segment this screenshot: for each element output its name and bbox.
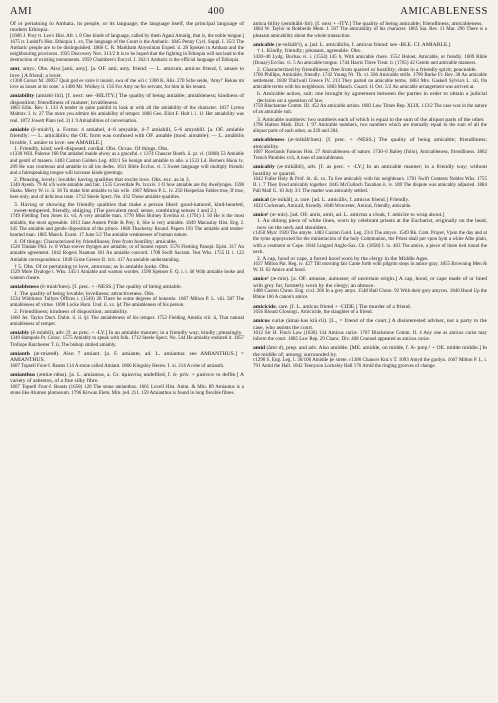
quotation-block: 1607 Topsell Four-f. Beasts 114 A stone called Amiant. 1866 Kingsley Herew. I. xi. 214 A robe of amianth.: [10, 363, 225, 369]
headword: amiable: [10, 126, 29, 133]
quotation-block: 1804 W. Taylor in Robberds Mem. I. 507 The amicability of his character. 1865 Sat. Rev. 11 Mar. 296 There is a pleasant amicability about the whole transaction.: [253, 27, 487, 39]
quotation-block: 1759 Blackstone Comm. III. 452 An amicable action. 1883 Law Times Rep. XLIX. 113/2 The case was in the nature of an amicable suit.: [253, 104, 487, 116]
quotation-block: 1340 Ayenb. 79 Al ich wole amiable and fair. 1535 Coverdale Ps. lxxxiv. 1 O how amiable are thy dwellynges. 1598 Shaks. Merry W. iv. ii. 18 To make him amiable to his wife. 1667 Milton P. L. iv. 250 Hesperian Fables true, If true, here only, and of delicious taste. 1712 Steele Spect. No. 432 Those amiable qualities.: [10, 183, 244, 201]
sense-definition: 4. Of things: Characterized by friendliness; free from hostility; amicable.: [14, 238, 178, 245]
sense-definition: 3. Amicable numbers: two numbers each of which is equal to the sum of the aliquot parts of the other.: [257, 116, 485, 123]
sense-definition: 1. Friendly, kind; well-disposed; cordial. Obs. Occas. Of things. Obs.: [14, 146, 169, 153]
quotation-block: 1637 Milton Par. Reg. iv. 427 Till morning fair Came forth with pilgrim steps in amice gray. 1855 Browning Men & W. II. 62 Amice and hood.: [253, 262, 487, 274]
quotation-block: 1642 Fuller Holy & Prof. St. iii. xx, To live amicably with his neighbours. 1701 Swift Contests Nobles Wks. 1755 II. i. 7 They lived amicably together. 1845 McCulloch Taxation ii. iv. 189 The dispute was amicably adjusted. 1884 Pall Mall G. 10 July 3/1 The matter was amicably settled.: [253, 177, 487, 195]
sense-definition: † 5. Obs. Of or pertaining to love, amorous; as in amiable looks. Obs.: [14, 263, 170, 270]
dictionary-entry: amicably (æ·mikăbli), adv. [f. as prec. + -LY.] In an amicable manner; in a friendly way; without hostility or quarrel.: [253, 164, 487, 177]
quotation-block: 1749 Fielding Tom Jones iii. vii, A very amiable man. 1778 Miss Burney Evelina xi. (1791) I. 50 He is the most amiable, the most agreeable. 1813 Jane Austen Pride & Prej. ii, She is very amiable. 1849 Macaulay Hist. Eng. I. 345 The amiable and gentle disposition of the prince. 1860 Thackeray Round. Papers 193 The amiable and tender-hearted man. 1885 Manch. Exam. 17 June 5/2 The amiable weaknesses of human nature.: [10, 214, 244, 238]
dictionary-entry: amid (ămi·d), prep. and adv. Also amidde. [ME. amidde, on midde, f. A- prep.¹ + OE. midde middle.] In the middle of; among; surrounded by.: [253, 345, 487, 358]
dictionary-entry: amiableness (ē·miəb'lnes). [f. prec. + -NESS.] The quality of being amiable.: [10, 284, 182, 291]
dictionary-entry: amt, amyc, Obs. Also [ami, amy]. [a. OF. ami, amy, friend: — L. amicum, amicus friend, f. amare to love.] A friend; a lover.: [10, 66, 244, 79]
headword: amicableness: [253, 137, 285, 144]
sense-definition: 3. Having or showing the friendly qualities that make a person liked: good-natured, kind-hearted, sweet-tempered, friendly, obliging. (The prevalent mod. sense, combining senses 1 and 2.): [14, 201, 244, 215]
dictionary-entry: amice¹ (æ·mis). [ad. OF. amis, amit, ad. L. amictus a cloak, f. amicīre to wrap about.]: [253, 212, 445, 219]
quotation-block: 1529 More Dyaloge i. Wks. 145/1 Amiable and wanton wordes. 1590 Spenser F. Q. i. i. 46 With amiable looke and wanton cheare.: [10, 270, 244, 282]
dictionary-entry: amianthus (æmiæ·nθəs). [a. L. amiantus, a. Gr. ἀμίαντος undefiled, f. ἀ- priv. + μιαίνειν to defile.] A variety of asbestos, of a fine silky fibre.: [10, 371, 244, 385]
dictionary-entry: amiable (ē·miəb'l), a. Forms: 4 amiabel, 4–6 amyable, 4–7 amiabill, 5–6 amyabill. [a. OF. amiable friendly: — L. amicābilis; the OE. form was confused with OF. amable (mod. aimable): — L. amābilis lovable, f. amāre to love: see AMABLE.]: [10, 126, 244, 146]
quotation-block: 1656 Blount Glossogr., Amicicide, the slaughter of a friend.: [253, 309, 373, 315]
page-number: 400: [207, 5, 225, 17]
entry-continuation: Of or pertaining to Amhara, its people, or its language; the language itself, the principal language of modern Ethiopia.: [10, 21, 244, 34]
header-right-guideword: AMICABLENESS: [400, 5, 488, 17]
quotation-block: 1623 Cockeram, Amicall, friendly. 1846 Worcester, Amical, friendly, amicable.: [253, 203, 412, 209]
running-header: [10, 4, 488, 18]
dictionary-entry: amicicide, rare. [f. L. amīcus friend + -CIDE.] The murder of a friend.: [253, 303, 412, 310]
sense-definition: 1. An oblong piece of white linen, worn by celebrant priests at the Eucharist, originally on the head, now on the neck and shoulders.: [257, 218, 487, 231]
quotation-block: 1607 Rowlands Famous Hist. 27 Amicableness of nature. 1730–6 Bailey (folio), Amicableness, friendliness. 1862 Trench Parables xvii, A tone of amicableness.: [253, 150, 487, 162]
headword: amicable: [253, 41, 275, 48]
headword: amice¹: [253, 212, 269, 219]
quotation-block: 1534 Whitinton Tullyes Offices i. (1540) 28 There be some degrees of honestie. 1667 Milton P. L. viii. 587 The amiableness of virtue. 1690 Locke Hum. Und. ii. xx. §4 The amiableness of his person.: [10, 297, 244, 309]
quotation-block: c1300 Cursor M. 20057 Quat god es vaire it inuisir, swa of me wil c 1300 K. Alis. 270 Sche seide, 'Amy!' Rekne mi love as lasset at mi sone.' a 1400 Mr. Wolkey ii. 156 For Amy ne for servant, for him in his tenant.: [10, 79, 244, 91]
headword: amt: [10, 66, 20, 73]
dictionary-entry: amiably (ē·miəbli), adv. [f. as prec. + -LY.] In an amiable manner; in a friendly way; kindly; pleasingly.: [10, 329, 243, 336]
sense-definition: 2. A cap, hood or cape, a furred hood worn by the clergy in the Middle Ages.: [257, 255, 429, 262]
sense-definition: 2. Pleasing, lovely; lovable; having qualities that excite love. Obs. exc. as in 3.: [14, 176, 191, 183]
sense-definition: 1. The quality of being lovable; loveliness; attractiveness. Obs.: [14, 290, 155, 297]
header-left-guideword: AMI: [10, 5, 33, 17]
right-column: [253, 21, 487, 697]
headword: amiability: [10, 93, 35, 100]
quotation-block: 1612 Sir H. Finch Law (1636) 134 Amicus curiæ. 1767 Blackstone Comm. II. 4 Any one as amicus curiæ may inform the court. 1885 Law Rep. 29 Chanc. Div. 468 Counsel appeared as amicus curiæ.: [253, 330, 487, 343]
quotation-block: 1607 Topsell Four-f. Beasts (1658) 120 The stone amianthus. 1661 Lovell Hist. Anim. & Min. 89 Amiantus is a stone like Alumen plumosum. 1796 Kirwan Elem. Min. (ed. 2) I. 159 Amianthus is found in long flexible fibres.: [10, 384, 244, 396]
quotation-block: 1430–40 Lydg. Bochas vi. i. (1554) 145 b, With amicable chere. 1552 Huloet, Amicable, or frendly. 1609 Bible (Douay) Ecclus. vi. 5 An amicable tongue. 1744 Harris Three Treat. ii. (1765) 42 Gentle and amicable manners.: [253, 54, 487, 66]
headword: amianthus: [10, 371, 36, 378]
headword: amiably: [10, 329, 30, 336]
left-column: [10, 21, 244, 697]
entry-continuation: amica·bility (æmikăbi·liti). [f. next + -ITY.] The quality of being amicable; friendliness; amicableness.: [253, 21, 483, 27]
quotation-block: c1450 Myrc 1920 The amyte. 1483 Caxton Gold. Leg. 23/4 The amyce. 1549 Bk. Com. Prayer, Vpon the day and at the tyme appoyncted for the ministracion of the holy Communion, the Priest shall put vpon hym a white Albe plain, with a vestment or Cope. 1844 Lingard Anglo-Sax. Ch. (1858) I. ix. 403 The amice, a piece of linen tied round the neck.: [253, 231, 487, 255]
headword: amicably: [253, 164, 275, 171]
dictionary-entry: amiability (amiəbi·liti). [f. next: see -BILITY.] The quality of being amiable; amiableness; kindness of disposition; friendliness of manner; lovableness.: [10, 93, 244, 106]
quotation-block: [1600 J. Pory tr. Leo's Hist. Afr. i. 8 One kinde of language, called by them Agaui Amarig, that is, the noble tongue.] 1675 tr. Ludolf's Hist. Ethiopia 1. xv, The language of the Court is the Amharic. 1845 Penny Cycl. Suppl. I. 35/2 The Amharic people are to be distinguished. 1868 C. R. Markham Abyssinian Exped. ii. 28 Spoken in Amhara and the neighbouring provinces. 1935 Discovery Nov. 313/2 It is to be hoped that the fighting in Ethiopia will not lead to the destruction of existing monuments. 1959 Chambers's Encycl. I. 362/1 Amharic is the official language of Ethiopia.: [10, 33, 244, 64]
headword: amianth: [10, 350, 30, 357]
quotation-block: c1290 S. Eng. Leg. I. 36/106 Amidde þe strete. c1386 Chaucer Knt.'s T. 1093 Amyd the gardyn. 1667 Milton P. L. i. 791 Amid the Hall. 1842 Tennyson Locksley Hall 176 Amid the ringing grooves of change.: [253, 358, 487, 370]
quotation-block: 1796 Hutton Math. Dict. I. 97 Amicable numbers, two numbers which are mutually equal to the sum of all the aliquot parts of each other, as 220 and 284.: [253, 123, 487, 135]
headword: amice²: [253, 276, 269, 283]
quotation-block: c1330 Will. Palerne 168 Pat amiabel maide alwey as a graceful. c 1374 Chaucer Boeth. ii. pr. vi. (1868) 53 Amiable and gentil of maners. 1483 Caxton Golden Leg. 402/1 So benign and amiable to alle. a 1533 Ld. Berners Huon lx. 209 He was courteous and amiable in all his dedes. 1611 Bible Ecclus. vi. 5 Sweet language will multiply friends: and a fairespeaking tongue will increase kinde greetings.: [10, 152, 244, 176]
headword: amiableness: [10, 284, 39, 291]
quotation-block: 1706 Phillips, Amicable, friendly. 1742 Young Nt. Th. vi. 566 Amicable strife. 1790 Burke Fr. Rev. 38 An amicable settlement. 1838 Thirlwall Greece IV. 213 They parted on amicable terms. 1863 Mrs. Gaskell Sylvia's L. xii, On amicable terms with his neighbours. 1883 Manch. Guard. 11 Oct. 5/2 An amicable arrangement was arrived at.: [253, 73, 487, 91]
dictionary-entry: amice² (æ·mis). [a. OF. amusse, aumusse; of uncertain origin.] A cap, hood, or cape made of or lined with grey fur, formerly worn by the clergy; an almuce.: [253, 276, 487, 289]
sense-definition: 2. Friendliness; kindness of disposition; amiability.: [14, 309, 129, 316]
quotation-block: 1803 Edin. Rev. I. 133 A tender in quite painful to look at with all the amiability of the character. 1837 Lytton Maltrav. I. iv. 27 The more you admire his amiability of temper. 1866 Geo. Eliot F. Holt i. i. 11 Her amiability was real. 1872 Jowett Plato (ed. 2) I. 9 Amiabilities of conversation.: [10, 106, 244, 124]
dictionary-entry: amical (æ·mikăl), a. rare. [ad. L. amicālis, f. amicus friend.] Friendly.: [253, 197, 410, 204]
quotation-block: 1340 Hampole Pr. Consc. 1575 Amiably to speak with folk. 1712 Steele Spect. No. 544 He amiably endured it. 1857 Trollope Barchester T. ii, The bishop smiled amiably.: [10, 336, 244, 348]
sense-definition: 2. Characterized by friendliness; free from quarrel or hostility; done in a friendly spirit; peaceable.: [257, 66, 477, 73]
headword: amid: [253, 345, 266, 352]
dictionary-entry: amicable (æ·mikăb'l), a. [ad. L. amicābilis, f. amicus friend: see -BLE. Cf. AMIABLE.]: [253, 41, 451, 48]
dictionary-entry: amianth (æ·miænθ). Also 7 amiant. [a. F. amiante, ad. L. amiantus: see AMIANTHUS.] = AMIANTHUS.: [10, 350, 244, 364]
headword: amicicide: [253, 303, 276, 310]
dictionary-entry: amicus curiæ (ămai·kəs kiū·rii). [L., = friend of the court.] A disinterested adviser, not a party to the case, who assists the court.: [253, 318, 487, 331]
headword: amicus: [253, 318, 270, 325]
sense-definition: † 1. Kindly, friendly; pleasant, agreeable. Obs.: [257, 48, 362, 55]
dictionary-entry: amicableness (æ·mikăb'lnes). [f. prec. + -NESS.] The quality of being amicable; friendliness; amicability.: [253, 137, 487, 150]
headword: amical: [253, 197, 269, 204]
quotation-block: 1480 Caxton Chron. Eng. ccxl. 266 In a grey amys. 1548 Hall Chron. 92 With their grey amyces. 1840 Hood Up the Rhine 166 A canon's amice.: [253, 289, 487, 301]
quotation-block: 1660 Jer. Taylor Duct. Dubit. ii. ii. §1 The amiableness of his temper. 1752 Fielding Amelia viii. ii, That natural amiableness of temper.: [10, 315, 244, 327]
sense-definition: b. Amicable action, suit: one brought by agreement between the parties in order to obtain a judicial decision on a question of law.: [257, 91, 487, 104]
quotation-block: 1526 Tindale Phil. iv. 8 What soever thynges are amiable, or of honest report. 1576 Fleming Panopl. Epist. 317 An amiable agreement. 1642 Rogers Naaman 301 An amiable concord. 1708 Swift Sacram. Test Wks. 1755 II. i. 122 Amiable correspondence. 1849 Grote Greece II. lxiv. 417 An amiable understanding.: [10, 245, 244, 263]
